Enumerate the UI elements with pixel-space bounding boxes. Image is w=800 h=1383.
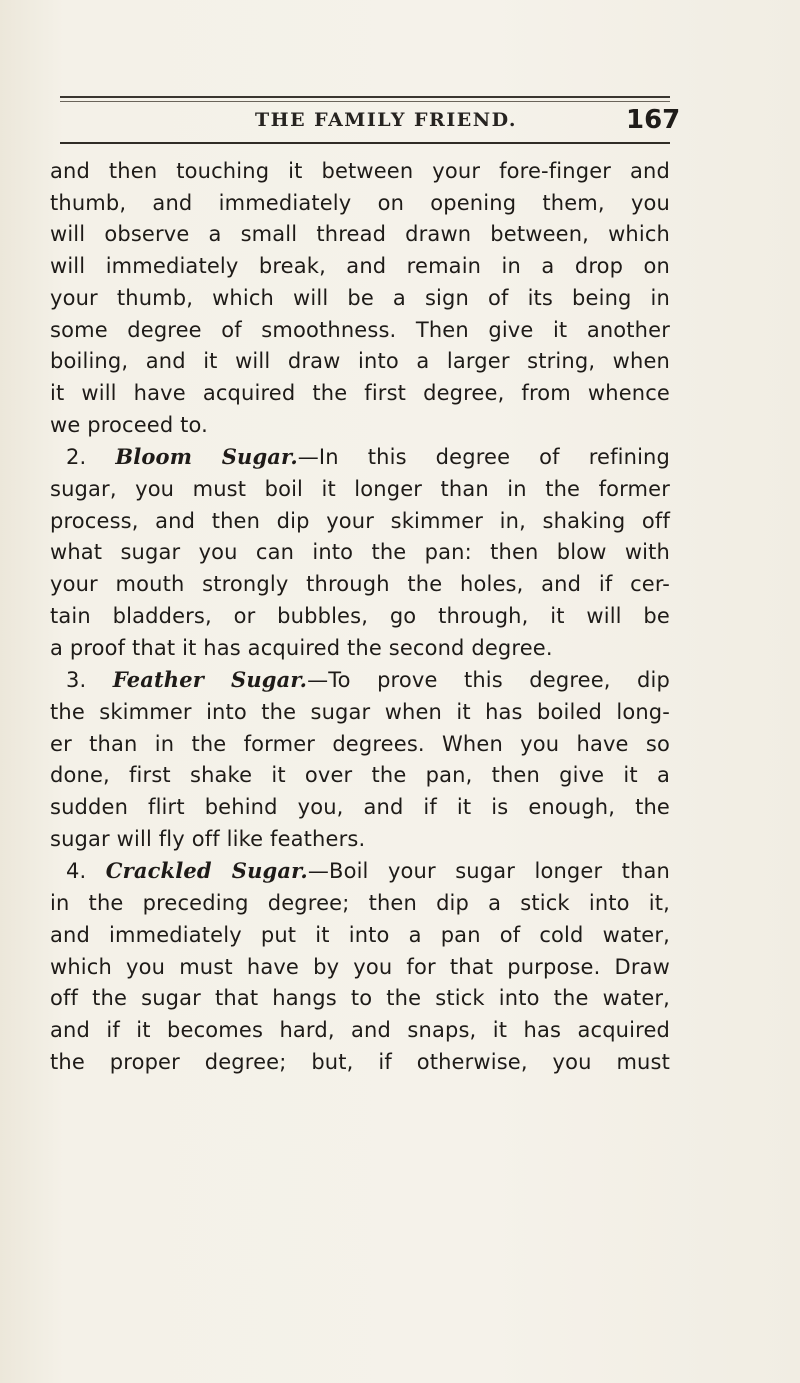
- text-line: will immediately break, and remain in a drop on: [50, 254, 670, 279]
- text-line: er than in the former degrees. When you have so: [50, 731, 670, 756]
- text-line: process, and then dip your skimmer in, shaking off: [50, 508, 670, 533]
- header-rule-top-thin: [60, 101, 670, 102]
- section-heading: Feather Sugar.: [112, 667, 308, 693]
- text-line: the skimmer into the sugar when it has boiled long-: [50, 699, 670, 724]
- text-line: it will have acquired the first degree, from whence: [50, 380, 670, 405]
- text-line: some degree of smoothness. Then give it another: [50, 317, 670, 342]
- text-line: done, first shake it over the pan, then give it a: [50, 763, 670, 788]
- section-heading: Crackled Sugar.: [105, 858, 308, 884]
- section-heading: Bloom Sugar.: [115, 444, 298, 470]
- text-line: the proper degree; but, if otherwise, you must: [50, 1049, 670, 1074]
- header-rule-bottom: [60, 142, 670, 144]
- text-line: your mouth strongly through the holes, and if cer-: [50, 572, 670, 597]
- text-line: a proof that it has acquired the second degree.: [50, 635, 553, 660]
- text-line: and if it becomes hard, and snaps, it has acquired: [50, 1017, 670, 1042]
- text-line: —Boil your sugar longer than: [307, 859, 670, 884]
- body-text: [50, 156, 670, 1078]
- text-line: thumb, and immediately on opening them, you: [50, 190, 670, 215]
- text-line: tain bladders, or bubbles, go through, it will be: [50, 603, 670, 628]
- text-line: sugar will fly off like feathers.: [50, 826, 366, 851]
- text-line: which you must have by you for that purpose. Draw: [50, 954, 670, 979]
- section-number: 3.: [66, 668, 87, 693]
- section-heading-line: [50, 855, 670, 888]
- running-title: THE FAMILY FRIEND.: [255, 109, 517, 131]
- text-line: will observe a small thread drawn between, which: [50, 222, 670, 247]
- text-line: and then touching it between your fore-finger and: [50, 159, 670, 183]
- page-number: 167: [626, 105, 681, 135]
- text-line: your thumb, which will be a sign of its being in: [50, 285, 670, 310]
- section-heading-line: [50, 664, 670, 697]
- text-line: boiling, and it will draw into a larger string, when: [50, 349, 670, 374]
- text-line: in the preceding degree; then dip a stick into it,: [50, 891, 670, 916]
- text-line: we proceed to.: [50, 412, 209, 437]
- text-line: and immediately put it into a pan of cold water,: [50, 922, 670, 947]
- text-line: —To prove this degree, dip: [307, 668, 670, 693]
- text-line: —In this degree of refining: [297, 445, 670, 470]
- text-line: sudden flirt behind you, and if it is enough, the: [50, 795, 670, 820]
- header-rule-top: [60, 96, 670, 98]
- section-heading-line: [50, 441, 670, 474]
- text-line: what sugar you can into the pan: then blow with: [50, 540, 670, 565]
- text-line: off the sugar that hangs to the stick into the water,: [50, 986, 670, 1011]
- section-number: 2.: [66, 445, 87, 470]
- section-number: 4.: [66, 859, 87, 884]
- text-line: sugar, you must boil it longer than in the former: [50, 477, 670, 502]
